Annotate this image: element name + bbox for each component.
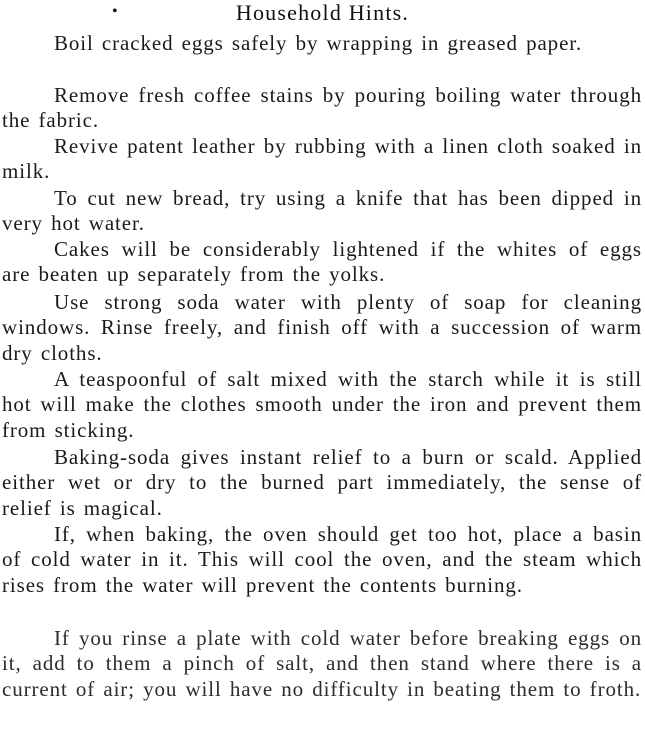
hint-paragraph: Boil cracked eggs safely by wrapping in greased paper. [54, 31, 583, 55]
hint-paragraph: Cakes will be considerably lightened if the whites of eggs are beaten up separately from the yolks. [2, 237, 642, 287]
hint-paragraph: Use strong soda water with plenty of soap for cleaning windows. Rinse freely, and finish off with a succession of warm dry cloths. [2, 290, 642, 365]
hint-paragraph: To cut new bread, try using a knife that has been dipped in very hot water. [2, 186, 642, 236]
hint-paragraph: Remove fresh coffee stains by pouring boiling water through the fabric. [2, 83, 642, 133]
article-title: Household Hints. [235, 0, 410, 25]
hint-paragraph: If you rinse a plate with cold water before breaking eggs on it, add to them a pinch of salt, and then stand where there is a current of air; you will have no difficulty in beating them to froth. [2, 626, 642, 701]
hint-paragraph: A teaspoonful of salt mixed with the starch while it is still hot will make the clothes smooth under the iron and prevent them from sticking. [2, 367, 642, 442]
hint-paragraph: Revive patent leather by rubbing with a linen cloth soaked in milk. [2, 134, 642, 184]
bullet-mark-icon: • [112, 3, 118, 20]
hint-paragraph: Baking-soda gives instant relief to a burn or scald. Applied either wet or dry to the burned part immediately, the sense of relief is magical. [2, 445, 642, 520]
hint-paragraph: If, when baking, the oven should get too hot, place a basin of cold water in it. This will cool the oven, and the steam which rises from the water will prevent the contents burning. [2, 522, 642, 597]
